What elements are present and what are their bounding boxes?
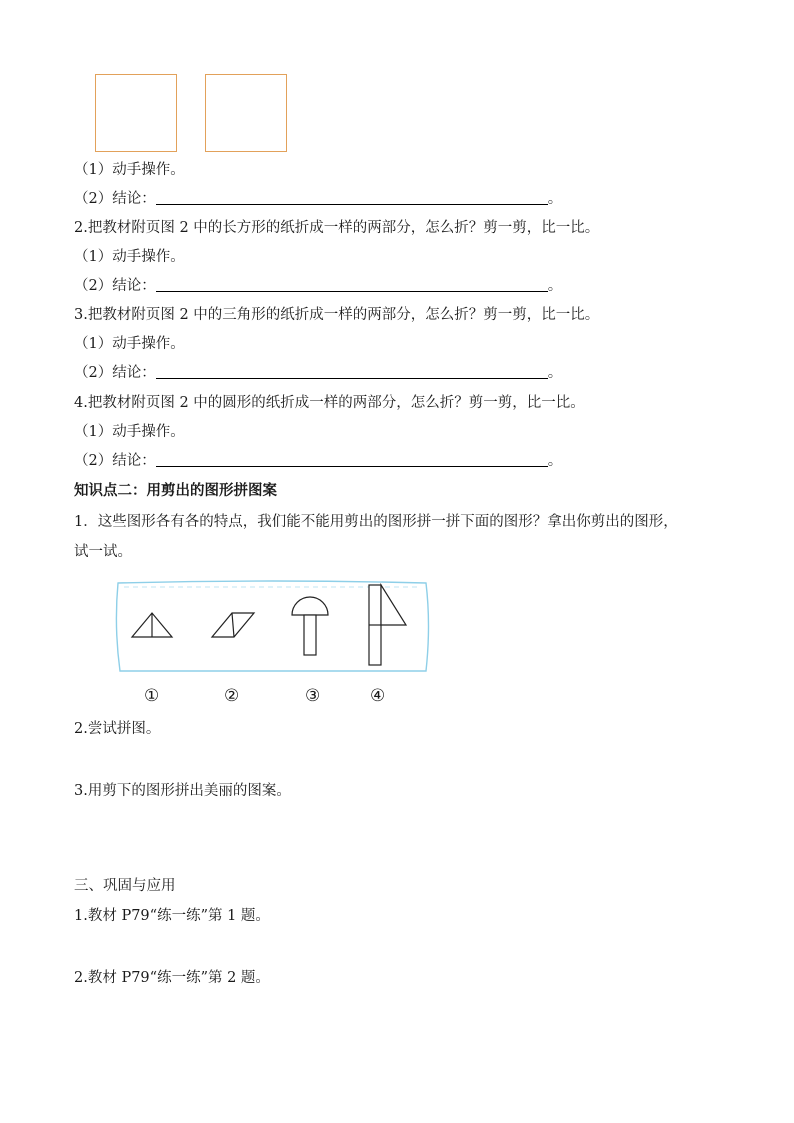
q4-step1: （1）动手操作。 — [74, 424, 185, 440]
q4-conclusion — [74, 452, 562, 470]
q2-text: 2.把教材附页图 2 中的长方形的纸折成一样的两部分，怎么折？剪一剪，比一比。 — [74, 220, 600, 236]
figure-label-4: ④ — [370, 686, 386, 706]
conclusion-label: （2）结论： — [74, 453, 156, 469]
q2-step1: （1）动手操作。 — [74, 249, 185, 265]
figure-card — [108, 575, 438, 675]
section2-q1-line1: 1．这些图形各有各的特点，我们能不能用剪出的图形拼一拼下面的图形？拿出你剪出的图形， — [74, 514, 678, 530]
mushroom-shape-3 — [292, 597, 328, 655]
q2-conclusion — [74, 277, 562, 295]
q3-text: 3.把教材附页图 2 中的三角形的纸折成一样的两部分，怎么折？剪一剪，比一比。 — [74, 307, 600, 323]
section2-q1-line2: 试一试。 — [74, 544, 132, 560]
conclusion-label: （2）结论： — [74, 278, 156, 294]
figure-label-1: ① — [144, 686, 160, 706]
conclusion-end: 。 — [547, 191, 563, 207]
section2-q2: 2.尝试拼图。 — [74, 721, 161, 737]
conclusion-end: 。 — [547, 453, 563, 469]
q1-step1: （1）动手操作。 — [74, 162, 185, 178]
section3-q2: 2.教材 P79“练一练”第 2 题。 — [74, 970, 270, 986]
conclusion-label: （2）结论： — [74, 365, 156, 381]
answer-blank[interactable] — [156, 364, 548, 379]
figure-label-3: ③ — [305, 686, 321, 706]
square-figure-1 — [95, 74, 177, 152]
section3-title: 三、巩固与应用 — [74, 878, 176, 894]
section2-title: 知识点二：用剪出的图形拼图案 — [74, 482, 277, 499]
q3-step1: （1）动手操作。 — [74, 336, 185, 352]
conclusion-label: （2）结论： — [74, 191, 156, 207]
figure-label-2: ② — [224, 686, 240, 706]
q4-text: 4.把教材附页图 2 中的圆形的纸折成一样的两部分，怎么折？剪一剪，比一比。 — [74, 395, 585, 411]
parallelogram-shape-2 — [212, 613, 254, 637]
q3-conclusion — [74, 364, 562, 382]
q1-conclusion — [74, 190, 562, 208]
answer-blank[interactable] — [156, 190, 548, 205]
answer-blank[interactable] — [156, 277, 548, 292]
answer-blank[interactable] — [156, 452, 548, 467]
conclusion-end: 。 — [547, 278, 563, 294]
flag-shape-4 — [369, 585, 406, 665]
section2-q3: 3.用剪下的图形拼出美丽的图案。 — [74, 783, 291, 799]
section3-q1: 1.教材 P79“练一练”第 1 题。 — [74, 908, 270, 924]
triangle-shape-1 — [132, 613, 172, 637]
square-figure-2 — [205, 74, 287, 152]
conclusion-end: 。 — [547, 365, 563, 381]
